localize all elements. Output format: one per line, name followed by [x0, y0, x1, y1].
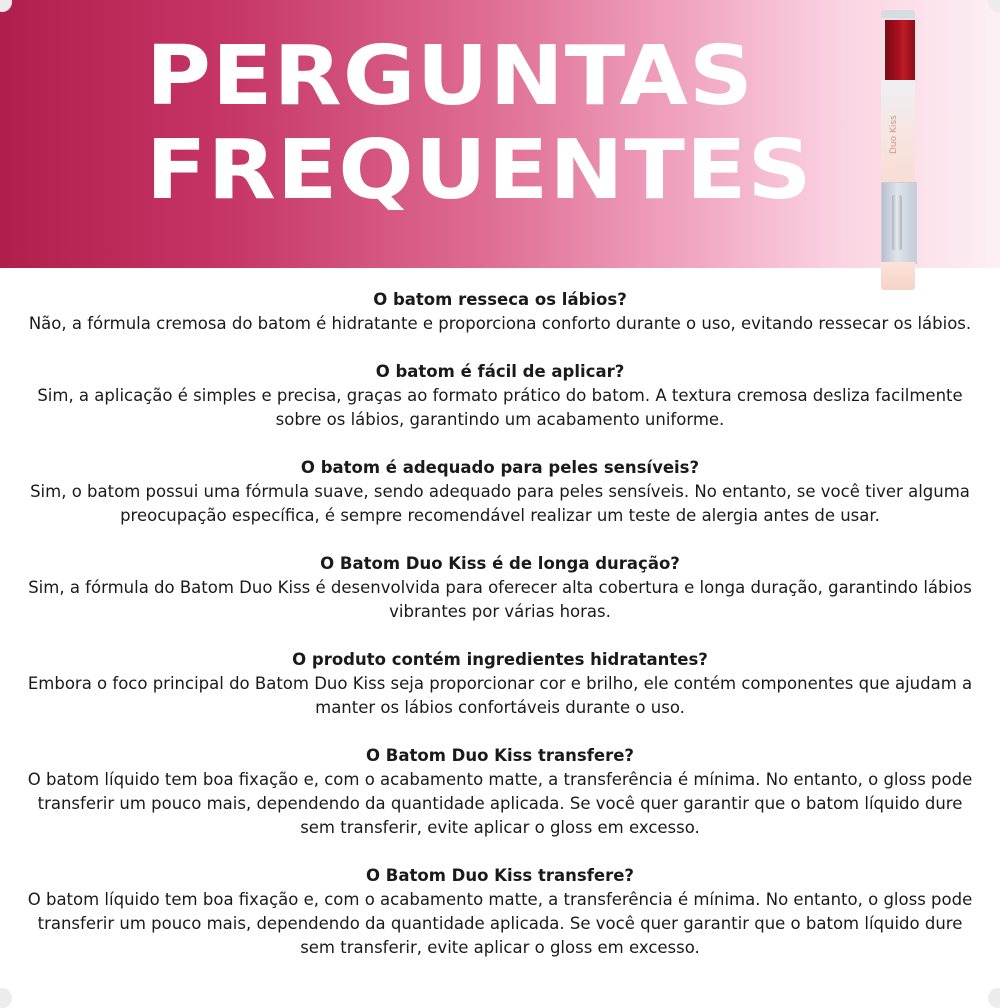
faq-question: O produto contém ingredientes hidratantes?: [292, 650, 708, 669]
faq-item: [20, 360, 980, 432]
corner-dot-bottom-left: [0, 988, 12, 1008]
product-lip-color-window: [883, 18, 917, 82]
faq-answer: O batom líquido tem boa fixação e, com o acabamento matte, a transferência é mínima. No entanto, o gloss pode transferir um pouco mais, dependendo da quantidade aplicada. Se você quer garantir que o batom líquido dure sem transferir, evite aplicar o gloss em excesso.: [27, 770, 973, 837]
product-bottom-cap: [881, 262, 915, 290]
faq-answer: Sim, o batom possui uma fórmula suave, sendo adequado para peles sensíveis. No entanto, se você tiver alguma preocupação específica, é sempre recomendável realizar um teste de alergia antes de usar.: [30, 482, 970, 525]
corner-dot-bottom-right: [988, 988, 1000, 1008]
product-cap: [881, 10, 915, 18]
title-line-2: FREQUENTES: [146, 123, 813, 218]
faq-item: [20, 552, 980, 624]
faq-item: [20, 864, 980, 960]
faq-question: O Batom Duo Kiss transfere?: [366, 746, 634, 765]
faq-question: O batom resseca os lábios?: [373, 290, 627, 309]
product-applicator: [892, 195, 902, 250]
faq-answer: Sim, a fórmula do Batom Duo Kiss é desenvolvida para oferecer alta cobertura e longa duração, garantindo lábios vibrantes por várias horas.: [28, 578, 972, 621]
faq-answer: Embora o foco principal do Batom Duo Kiss seja proporcionar cor e brilho, ele contém componentes que ajudam a manter os lábios confortáveis durante o uso.: [27, 674, 973, 717]
faq-answer: O batom líquido tem boa fixação e, com o acabamento matte, a transferência é mínima. No entanto, o gloss pode transferir um pouco mais, dependendo da quantidade aplicada. Se você quer garantir que o batom líquido dure sem transferir, evite aplicar o gloss em excesso.: [27, 890, 973, 957]
faq-item: [20, 648, 980, 720]
faq-question: O Batom Duo Kiss transfere?: [366, 866, 634, 885]
page-title: [146, 30, 812, 218]
faq-item: [20, 456, 980, 528]
product-label: Duo Kiss: [889, 115, 899, 155]
faq-answer: Não, a fórmula cremosa do batom é hidratante e proporciona conforto durante o uso, evitando ressecar os lábios.: [28, 314, 972, 333]
title-line-1: PERGUNTAS: [146, 29, 754, 124]
faq-list: [20, 288, 980, 984]
faq-question: O Batom Duo Kiss é de longa duração?: [320, 554, 680, 573]
faq-question: O batom é adequado para peles sensíveis?: [300, 458, 700, 477]
product-image-lipstick: [879, 10, 917, 290]
header-banner: [0, 0, 1000, 268]
faq-question: O batom é fácil de aplicar?: [375, 362, 625, 381]
faq-answer: Sim, a aplicação é simples e precisa, graças ao formato prático do batom. A textura cremosa desliza facilmente sobre os lábios, garantindo um acabamento uniforme.: [37, 386, 963, 429]
faq-item: [20, 744, 980, 840]
faq-item: [20, 288, 980, 336]
